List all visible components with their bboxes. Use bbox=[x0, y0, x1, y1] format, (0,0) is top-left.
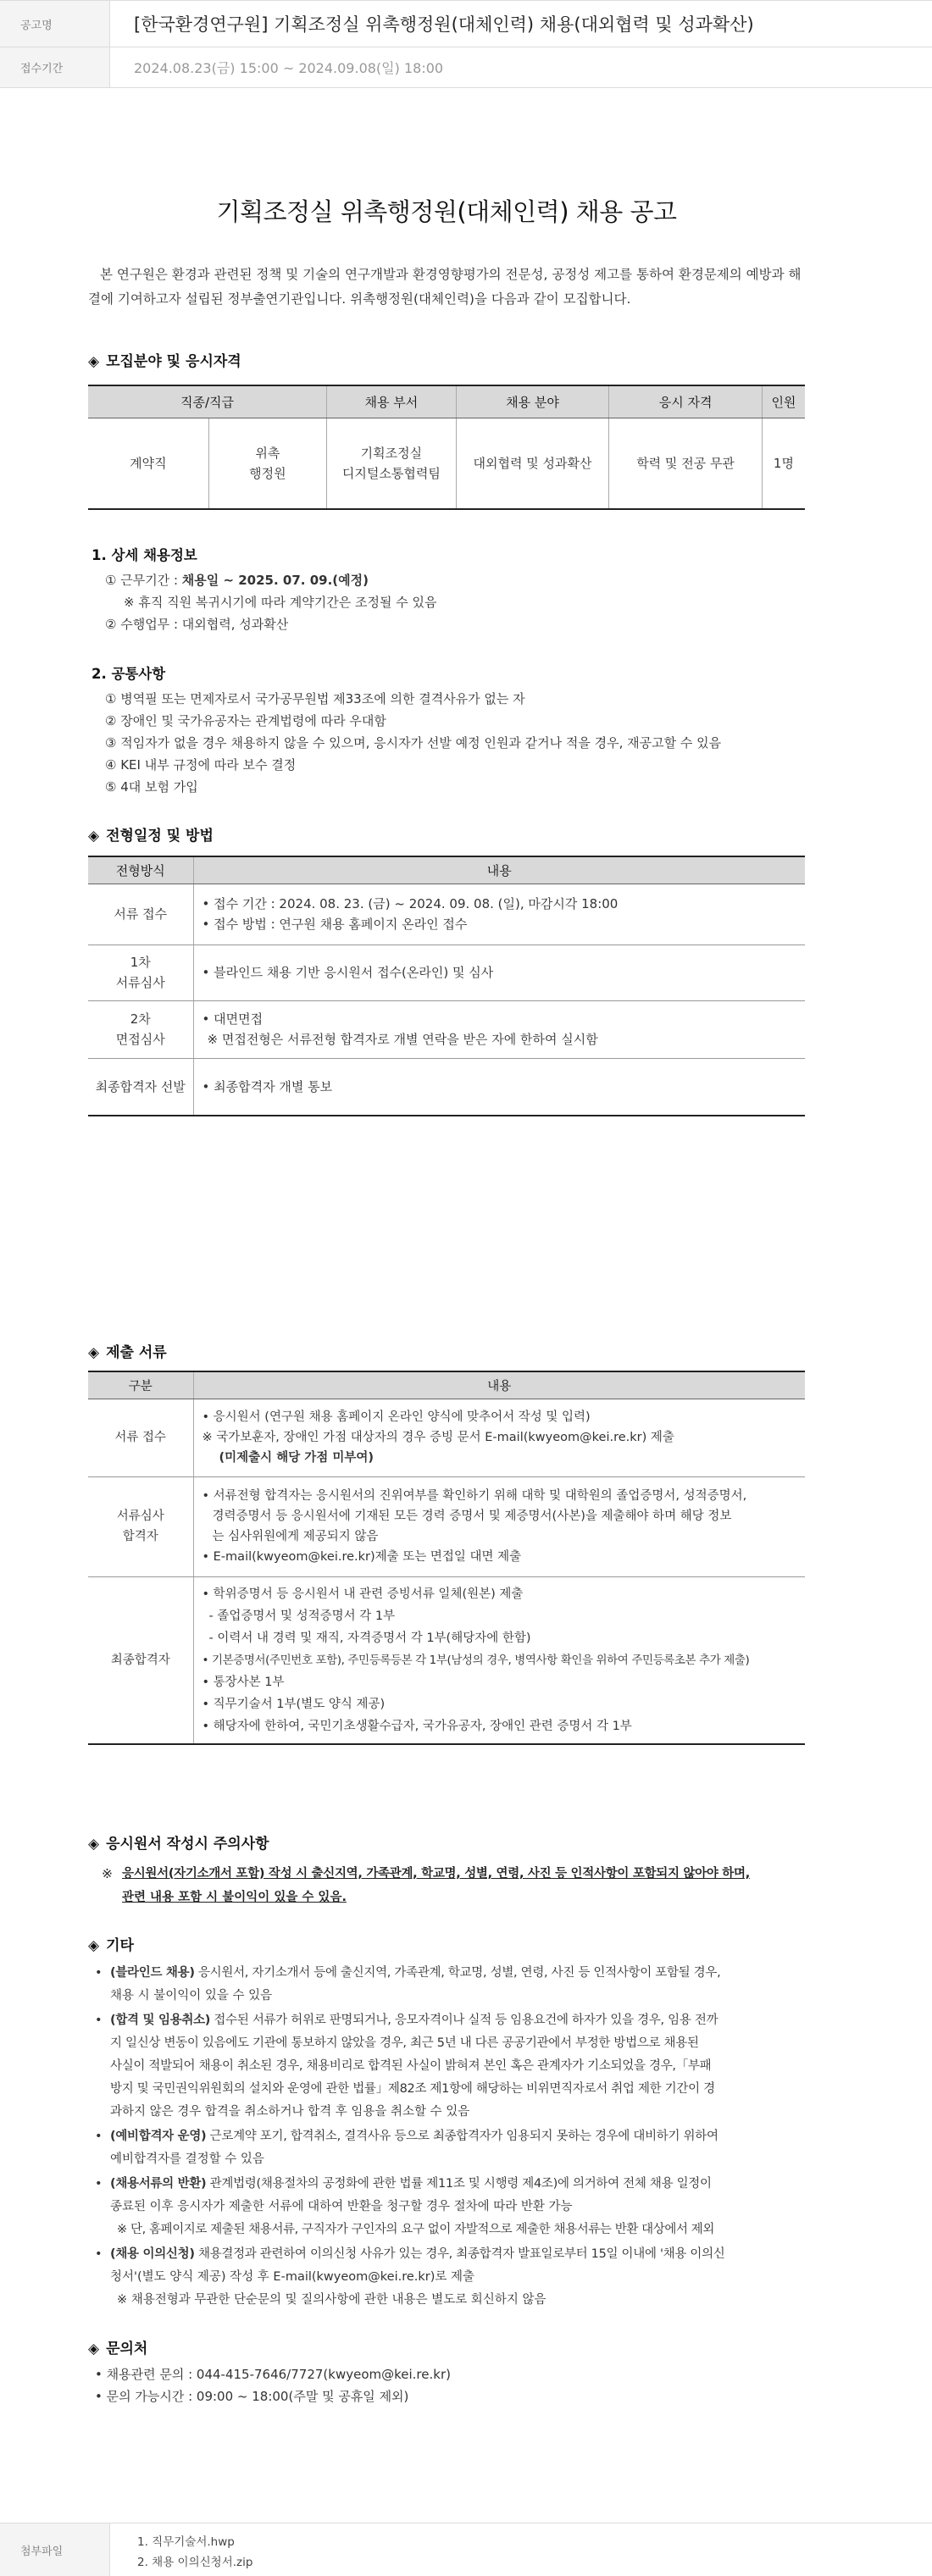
cell-field: 대외협력 및 성과확산 bbox=[456, 418, 609, 509]
th-category: 구분 bbox=[88, 1371, 193, 1399]
intro-paragraph: 본 연구원은 환경과 관련된 정책 및 기술의 연구개발과 환경영향평가의 전문성, 공정성 제고를 통하여 환경문제의 예방과 해결에 기여하고자 설립된 정부출연기관입니다. 위촉행정원(대체인력)을 다음과 같이 모집합니다. bbox=[88, 267, 802, 307]
note-mark: ※ bbox=[102, 1866, 113, 1881]
th-content: 내용 bbox=[193, 1371, 805, 1399]
cell-method: 최종합격자 선발 bbox=[88, 1058, 193, 1116]
notice-label: 공고명 bbox=[0, 1, 110, 47]
cell-content: • 대면면접 ※ 면접전형은 서류전형 합격자로 개별 연락을 받은 자에 한하여 실시함 bbox=[193, 1000, 805, 1058]
cell-category: 서류심사 합격자 bbox=[88, 1476, 193, 1576]
period-value: 2024.08.23(금) 15:00 ~ 2024.09.08(일) 18:00 bbox=[134, 60, 444, 76]
cell-content: • 접수 기간 : 2024. 08. 23. (금) ~ 2024. 09. 08. (일), 마감시각 18:00 • 접수 방법 : 연구원 채용 홈페이지 온라인 접수 bbox=[193, 884, 805, 945]
cell-content: • 서류전형 합격자는 응시원서의 진위여부를 확인하기 위해 대학 및 대학원의 졸업증명서, 성적증명서, 경력증명서 등 응시원서에 기재된 모든 경력 증명서 및 제증명서(사본)을 제출해야 하며 해당 정보 는 심사위원에게 제공되지 않음 • E-mail(kwyeom@kei.re.kr)제출 또는 면접일 대면 제출 bbox=[193, 1476, 805, 1576]
notice-title-row bbox=[0, 0, 932, 47]
period-row bbox=[0, 47, 932, 88]
detail-period-note: ※ 휴직 직원 복귀시기에 따라 계약기간은 조정될 수 있음 bbox=[124, 595, 437, 610]
diamond-icon: ◈ bbox=[88, 353, 100, 370]
diamond-icon: ◈ bbox=[88, 1937, 100, 1954]
detail-duty: ② 수행업무 : 대외협력, 성과확산 bbox=[105, 617, 289, 632]
attachments-row bbox=[0, 2523, 932, 2576]
th-headcount: 인원 bbox=[762, 385, 805, 418]
diamond-icon: ◈ bbox=[88, 2341, 100, 2357]
contact-hours: • 문의 가능시간 : 09:00 ~ 18:00(주말 및 공휴일 제외) bbox=[95, 2389, 409, 2404]
section-title: 응시원서 작성시 주의사항 bbox=[106, 1836, 269, 1853]
section-title: 기타 bbox=[106, 1937, 134, 1954]
cell-method: 서류 접수 bbox=[88, 884, 193, 945]
attachment-link[interactable]: 2. 채용 이의신청서.zip bbox=[137, 2556, 253, 2569]
common-item: ① 병역필 또는 면제자로서 국가공무원법 제33조에 의한 결격사유가 없는 자 bbox=[105, 691, 525, 706]
table-header-row bbox=[88, 385, 805, 418]
section-caution bbox=[88, 1831, 269, 1853]
detail-period: ① 근무기간 : 채용일 ~ 2025. 07. 09.(예정) bbox=[105, 573, 369, 588]
table-row bbox=[88, 884, 805, 945]
section-title: 문의처 bbox=[106, 2341, 148, 2357]
period-label: 접수기간 bbox=[0, 47, 110, 87]
common-item: ④ KEI 내부 규정에 따라 보수 결정 bbox=[105, 757, 297, 773]
notice-title: [한국환경연구원] 기획조정실 위촉행정원(대체인력) 채용(대외협력 및 성과확산) bbox=[134, 14, 754, 35]
table-row bbox=[88, 1000, 805, 1058]
cell-department: 기획조정실 디지털소통협력팀 bbox=[327, 418, 457, 509]
common-heading: 2. 공통사항 bbox=[92, 666, 166, 682]
cell-rank: 위촉 행정원 bbox=[208, 418, 326, 509]
section-title: 모집분야 및 응시자격 bbox=[106, 353, 241, 370]
diamond-icon: ◈ bbox=[88, 1344, 100, 1361]
schedule-table bbox=[88, 856, 805, 1116]
cell-content: • 학위증명서 등 응시원서 내 관련 증빙서류 일체(원본) 제출 - 졸업증명서 및 성적증명서 각 1부 - 이력서 내 경력 및 재직, 자격증명서 각 1부(해당자에 한함) • 기본증명서(주민번호 포함), 주민등록등본 각 1부(남성의 경우, 병역사항 확인을 위하여 주민등록초본 추가 제출) • 통장사본 1부 • 직무기술서 1부(별도 양식 제공) • 해당자에 한하여, 국민기초생활수급자, 국가유공자, 장애인 관련 증명서 각 1부 bbox=[193, 1576, 805, 1744]
common-item: ② 장애인 및 국가유공자는 관계법령에 따라 우대함 bbox=[105, 713, 386, 728]
cell-content: • 응시원서 (연구원 채용 홈페이지 온라인 양식에 맞추어서 작성 및 입력) ※ 국가보훈자, 장애인 가점 대상자의 경우 증빙 문서 E-mail(kwyeom@kei.re.kr) 제출 (미제출시 해당 가점 미부여) bbox=[193, 1399, 805, 1476]
table-header-row bbox=[88, 856, 805, 884]
attach-label: 첨부파일 bbox=[0, 2523, 110, 2576]
cell-category: 최종합격자 bbox=[88, 1576, 193, 1744]
detail-heading: 1. 상세 채용정보 bbox=[92, 547, 197, 563]
section-title: 제출 서류 bbox=[106, 1344, 167, 1361]
common-item: ③ 적임자가 없을 경우 채용하지 않을 수 있으며, 응시자가 선발 예정 인원과 같거나 적을 경우, 재공고할 수 있음 bbox=[105, 735, 722, 751]
table-row bbox=[88, 1476, 805, 1576]
caution-line: 관련 내용 포함 시 불이익이 있을 수 있음. bbox=[122, 1891, 347, 1904]
th-field: 채용 분야 bbox=[456, 385, 609, 418]
common-item: ⑤ 4대 보험 가입 bbox=[105, 779, 198, 795]
cell-qualification: 학력 및 전공 무관 bbox=[609, 418, 763, 509]
cell-category: 서류 접수 bbox=[88, 1399, 193, 1476]
document-title: 기획조정실 위촉행정원(대체인력) 채용 공고 bbox=[216, 197, 677, 226]
cell-headcount: 1명 bbox=[762, 418, 805, 509]
cell-contract: 계약직 bbox=[88, 418, 208, 509]
table-row bbox=[88, 418, 805, 509]
table-row bbox=[88, 1576, 805, 1744]
cell-method: 2차 면접심사 bbox=[88, 1000, 193, 1058]
diamond-icon: ◈ bbox=[88, 828, 100, 845]
table-row bbox=[88, 1399, 805, 1476]
cell-content: • 블라인드 채용 기반 응시원서 접수(온라인) 및 심사 bbox=[193, 945, 805, 1000]
section-etc bbox=[88, 1933, 134, 1954]
section-title: 전형일정 및 방법 bbox=[106, 828, 214, 845]
table-row bbox=[88, 945, 805, 1000]
cell-method: 1차 서류심사 bbox=[88, 945, 193, 1000]
th-method: 전형방식 bbox=[88, 856, 193, 884]
th-content: 내용 bbox=[193, 856, 805, 884]
th-job-type: 직종/직급 bbox=[88, 385, 327, 418]
section-documents bbox=[88, 1340, 167, 1361]
caution-line: 응시원서(자기소개서 포함) 작성 시 출신지역, 가족관계, 학교명, 성별, 연령, 사진 등 인적사항이 포함되지 않아야 하며, bbox=[122, 1867, 750, 1881]
section-recruitment bbox=[88, 349, 241, 370]
th-qualification: 응시 자격 bbox=[609, 385, 763, 418]
diamond-icon: ◈ bbox=[88, 1836, 100, 1853]
cell-content: • 최종합격자 개별 통보 bbox=[193, 1058, 805, 1116]
section-contact bbox=[88, 2336, 147, 2357]
table-header-row bbox=[88, 1371, 805, 1399]
attachment-link[interactable]: 1. 직무기술서.hwp bbox=[137, 2535, 235, 2549]
recruitment-table bbox=[88, 385, 805, 510]
section-schedule bbox=[88, 823, 214, 845]
contact-inquiry: • 채용관련 문의 : 044-415-7646/7727(kwyeom@kei.re.kr) bbox=[95, 2367, 451, 2382]
table-row bbox=[88, 1058, 805, 1116]
documents-table bbox=[88, 1371, 805, 1745]
th-department: 채용 부서 bbox=[327, 385, 457, 418]
